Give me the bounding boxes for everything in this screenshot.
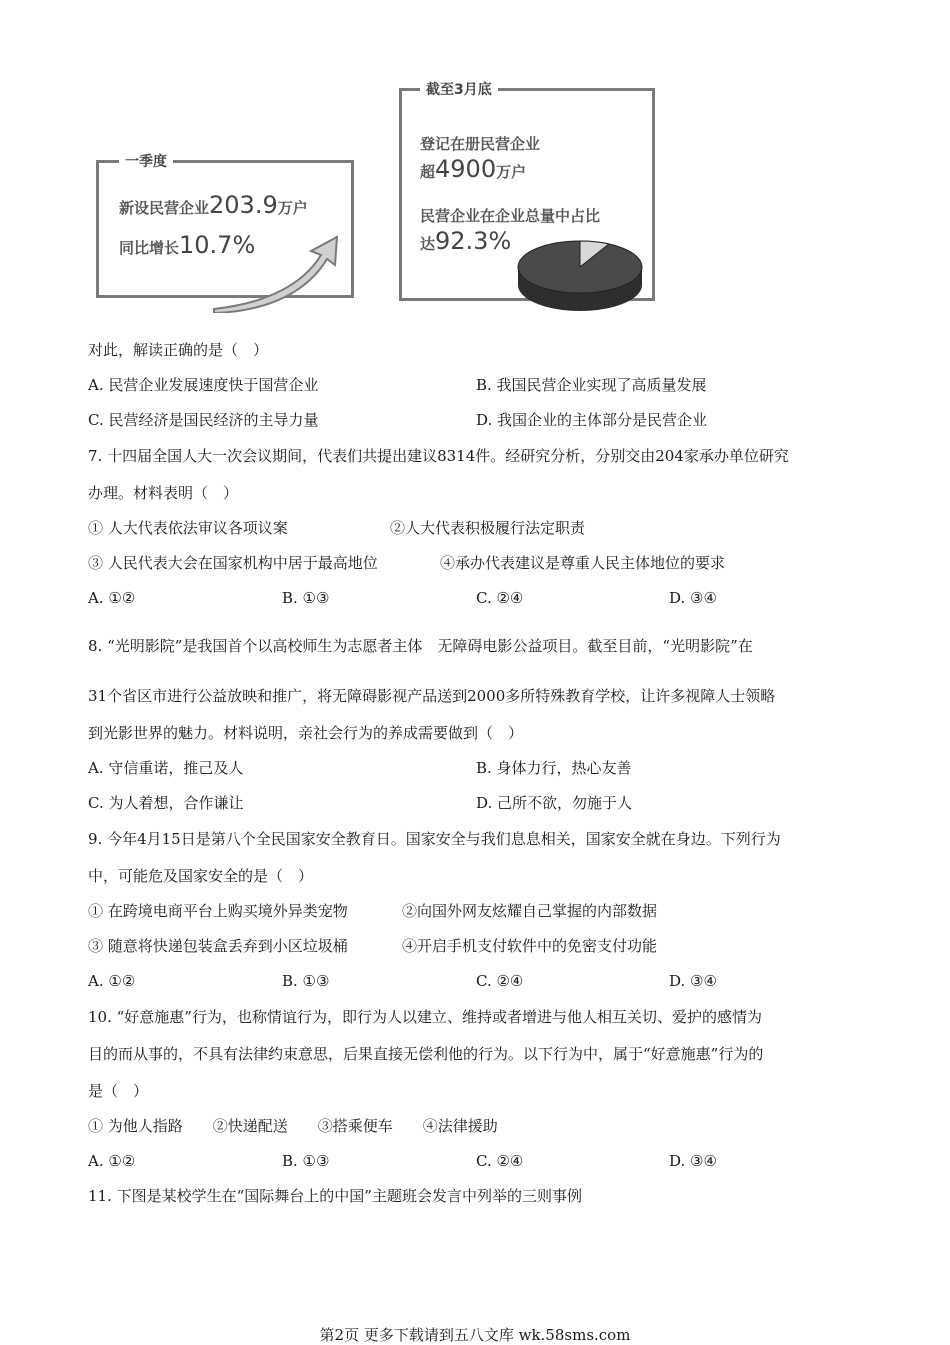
q8-stem-line1: 8. “光明影院”是我国首个以高校师生为志愿者主体 无障碍电影公益项目。截至目前，“光明影院”在 xyxy=(88,637,753,655)
share-line: 达92.3% xyxy=(420,227,512,255)
q11-stem: 11. 下图是某校学生在“国际舞台上的中国”主题班会发言中列举的三则事例 xyxy=(88,1187,582,1205)
q9-item-1: ① 在跨境电商平台上购买境外异类宠物 xyxy=(88,902,348,920)
q7-item-1: ① 人大代表依法审议各项议案 xyxy=(88,519,288,537)
q10-option-b: B. ①③ xyxy=(282,1152,330,1170)
q9-option-d: D. ③④ xyxy=(669,972,717,990)
q8-stem-line3: 到光影世界的魅力。材料说明，亲社会行为的养成需要做到（ ） xyxy=(88,724,524,742)
q10-stem-line1: 10. “好意施惠”行为，也称情谊行为，即行为人以建立、维持或者增进与他人相互关切、爱护的感情为 xyxy=(88,1008,762,1026)
q10-option-a: A. ①② xyxy=(88,1152,136,1170)
q10-stem-line2: 目的而从事的，不具有法律约束意思，后果直接无偿利他的行为。以下行为中，属于“好意施惠”行为的 xyxy=(88,1045,764,1063)
q9-item-2: ②向国外网友炫耀自己掌握的内部数据 xyxy=(402,902,658,920)
rising-arrow-icon xyxy=(209,233,349,313)
q10-stem-line3: 是（ ） xyxy=(88,1082,149,1100)
q7-option-a: A. ①② xyxy=(88,589,136,607)
registered-label: 登记在册民营企业 xyxy=(420,135,541,153)
q6-option-d: D. 我国企业的主体部分是民营企业 xyxy=(476,411,708,429)
q1-stats-box xyxy=(96,154,354,298)
q9-item-4: ④开启手机支付软件中的免密支付功能 xyxy=(402,937,658,955)
q6-option-c: C. 民营经济是国民经济的主导力量 xyxy=(88,411,319,429)
page-footer: 第2页 更多下载请到五八文库 wk.58sms.com xyxy=(319,1326,631,1344)
q9-option-a: A. ①② xyxy=(88,972,136,990)
q9-stem-line1: 9. 今年4月15日是第八个全民国家安全教育日。国家安全与我们息息相关，国家安全就在身边。下列行为 xyxy=(88,830,781,848)
q6-stem: 对此，解读正确的是（ ） xyxy=(88,341,269,359)
growth-line: 同比增长10.7% xyxy=(119,231,256,259)
q7-stem-line2: 办理。材料表明（ ） xyxy=(88,484,239,502)
q10-option-d: D. ③④ xyxy=(669,1152,717,1170)
box-tag: 一季度 xyxy=(119,151,173,171)
q8-stem-line2: 31个省区市进行公益放映和推广，将无障碍影视产品送到2000多所特殊教育学校，让许多视障人士领略 xyxy=(88,687,776,705)
q9-stem-line2: 中，可能危及国家安全的是（ ） xyxy=(88,867,314,885)
q10-option-c: C. ②④ xyxy=(476,1152,524,1170)
q10-items: ① 为他人指路 ②快递配送 ③搭乘便车 ④法律援助 xyxy=(88,1117,498,1135)
q6-option-a: A. 民营企业发展速度快于国营企业 xyxy=(88,376,319,394)
registered-count-line: 超4900万户 xyxy=(420,155,527,183)
q7-option-b: B. ①③ xyxy=(282,589,330,607)
share-pie-chart xyxy=(514,237,646,319)
share-label: 民营企业在企业总量中占比 xyxy=(420,207,601,225)
total-stats-box xyxy=(399,82,655,301)
q8-option-c: C. 为人着想，合作谦让 xyxy=(88,794,244,812)
q8-option-d: D. 己所不欲，勿施于人 xyxy=(476,794,633,812)
new-enterprises-line: 新设民营企业203.9万户 xyxy=(119,191,308,219)
share-value: 92.3% xyxy=(435,227,512,255)
q8-option-a: A. 守信重诺，推己及人 xyxy=(88,759,244,777)
q7-stem-line1: 7. 十四届全国人大一次会议期间，代表们共提出建议8314件。经研究分析，分别交由204家承办单位研究 xyxy=(88,447,789,465)
growth-value: 10.7% xyxy=(179,231,256,259)
q7-item-3: ③ 人民代表大会在国家机构中居于最高地位 xyxy=(88,554,378,572)
new-enterprises-value: 203.9 xyxy=(209,191,278,219)
q9-option-c: C. ②④ xyxy=(476,972,524,990)
q9-item-3: ③ 随意将快递包装盒丢弃到小区垃圾桶 xyxy=(88,937,348,955)
q7-item-2: ②人大代表积极履行法定职责 xyxy=(390,519,586,537)
registered-count-value: 4900 xyxy=(435,155,497,183)
q7-option-d: D. ③④ xyxy=(669,589,717,607)
q7-item-4: ④承办代表建议是尊重人民主体地位的要求 xyxy=(440,554,726,572)
box-tag: 截至3月底 xyxy=(420,79,498,99)
q7-option-c: C. ②④ xyxy=(476,589,524,607)
q8-option-b: B. 身体力行，热心友善 xyxy=(476,759,632,777)
q9-option-b: B. ①③ xyxy=(282,972,330,990)
q6-option-b: B. 我国民营企业实现了高质量发展 xyxy=(476,376,707,394)
